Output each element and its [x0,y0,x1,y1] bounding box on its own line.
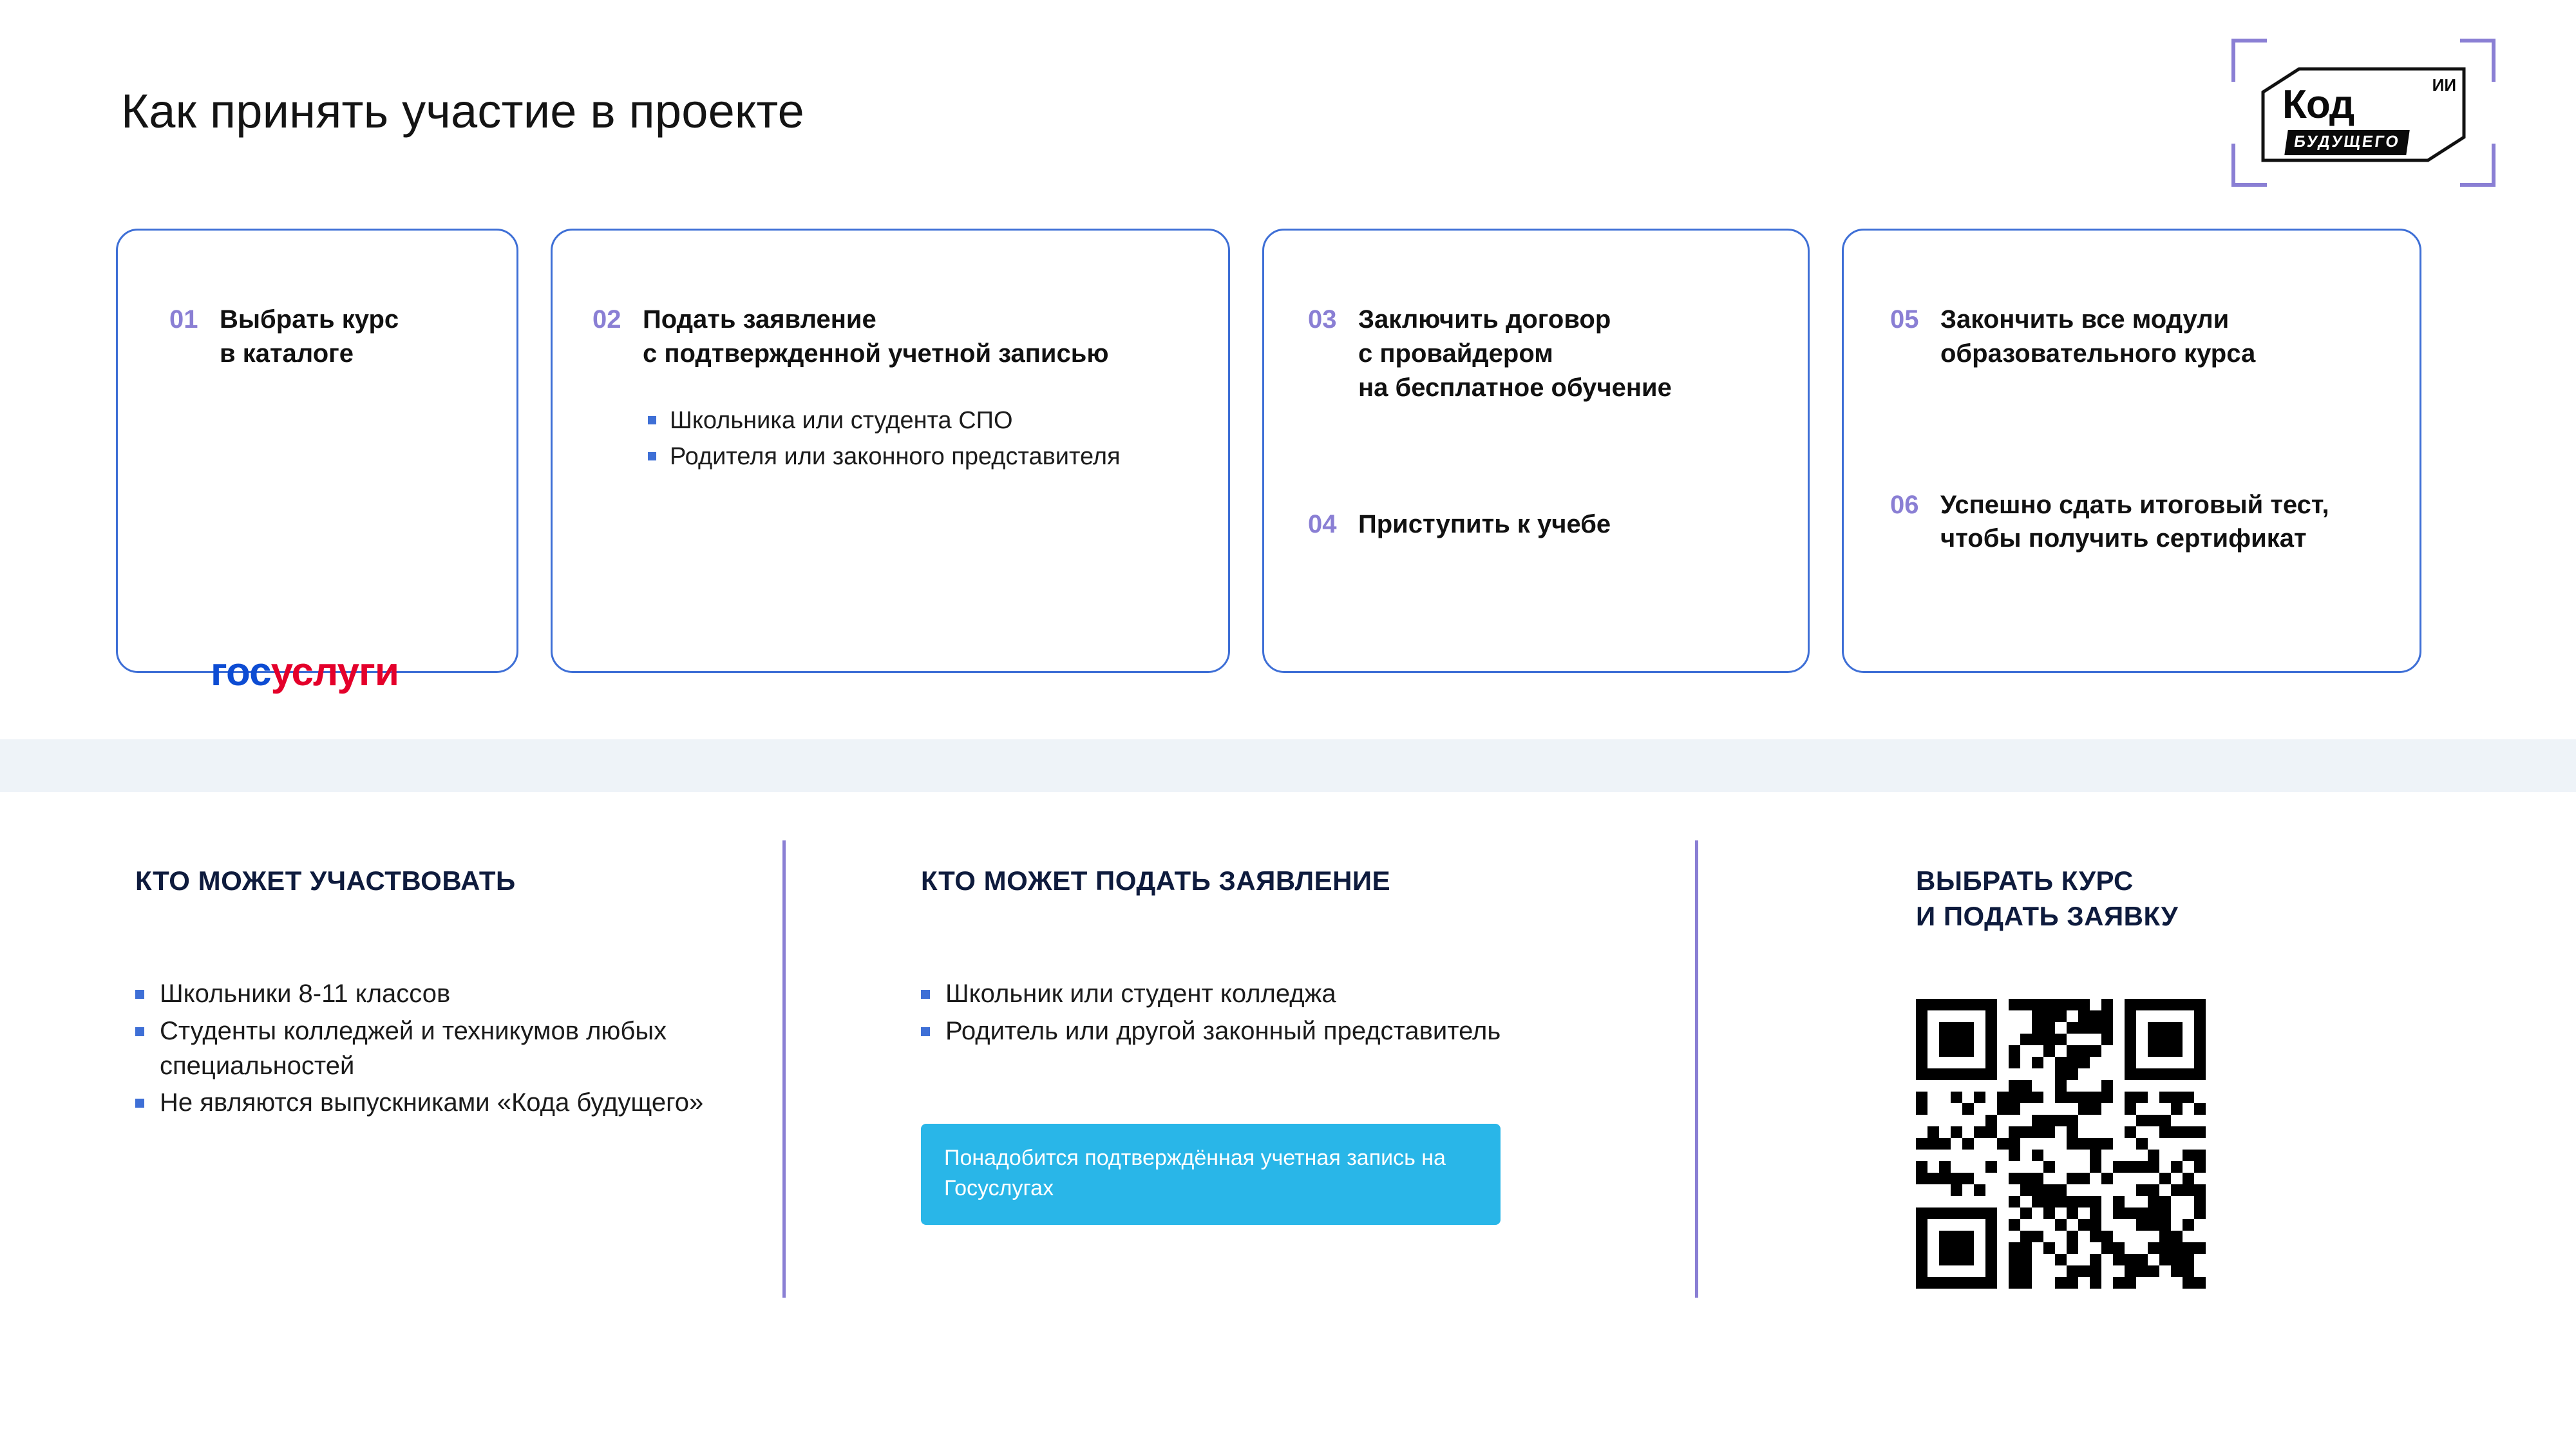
list-item: Студенты колледжей и техникумов любых специальностей [135,1014,766,1083]
step-number: 03 [1308,305,1337,334]
step-label: Успешно сдать итоговый тест, чтобы получить сертификат [1940,490,2329,553]
step-03 [1264,231,1808,404]
step-label: Заключить договор с провайдером на бесплатное обучение [1358,305,1672,402]
step-label: Приступить к учебе [1358,510,1611,539]
step-06 [1844,371,2420,556]
column-choose-course [1916,863,2496,1289]
step-number: 05 [1890,305,1919,334]
qr-code[interactable] [1916,999,2206,1289]
list-item: Школьники 8-11 классов [135,977,766,1012]
column-heading: КТО МОЖЕТ ПОДАТЬ ЗАЯВЛЕНИЕ [921,866,1391,896]
column-heading: КТО МОЖЕТ УЧАСТВОВАТЬ [135,866,516,896]
column-heading: ВЫБРАТЬ КУРС И ПОДАТЬ ЗАЯВКУ [1916,866,2179,932]
bottom-section [0,792,2576,1449]
logo-tagline: БУДУЩЕГО [2284,130,2409,155]
step-number: 02 [592,305,621,334]
step-04 [1264,404,1808,542]
step-05 [1844,231,2420,371]
list-item: Родителя или законного представителя [648,440,1228,473]
list-item: Не являются выпускниками «Кода будущего» [135,1086,766,1121]
step-label: Подать заявление с подтвержденной учетной записью [643,305,1109,368]
list-item: Школьника или студента СПО [648,404,1228,437]
list-item: Родитель или другой законный представитель [921,1014,1552,1049]
gosuslugi-part1: гос [211,650,271,694]
step-card-2 [551,229,1230,673]
note-callout: Понадобится подтверждённая учетная запись на Госуслугах [921,1124,1501,1226]
step-card-4 [1842,229,2421,673]
page-title: Как принять участие в проекте [121,84,804,138]
step-01 [118,231,516,371]
step-number: 01 [169,305,198,334]
participate-bullets [135,977,766,1120]
step-02-bullets [648,404,1228,473]
logo-ai-badge: ИИ [2432,75,2456,95]
step-02 [553,231,1228,371]
section-divider-band [0,739,2576,792]
column-divider-2 [1695,840,1698,1298]
step-card-1 [116,229,518,694]
step-label: Выбрать курс в каталоге [220,305,399,368]
step-number: 04 [1308,510,1337,539]
step-card-3 [1262,229,1810,673]
steps-cards-row [116,229,2421,694]
step-label: Закончить все модули образовательного курса [1940,305,2256,368]
logo-inner [2260,66,2467,163]
column-who-can-apply [921,863,1552,1225]
column-who-can-participate [135,863,766,1123]
gosuslugi-part2: услуги [270,650,399,694]
list-item: Школьник или студент колледжа [921,977,1552,1012]
apply-bullets [921,977,1552,1048]
logo-wordmark: Код [2282,82,2354,127]
step-number: 06 [1890,490,1919,519]
gosuslugi-logo [211,649,399,695]
column-divider-1 [782,840,786,1298]
brand-logo [2228,35,2499,190]
